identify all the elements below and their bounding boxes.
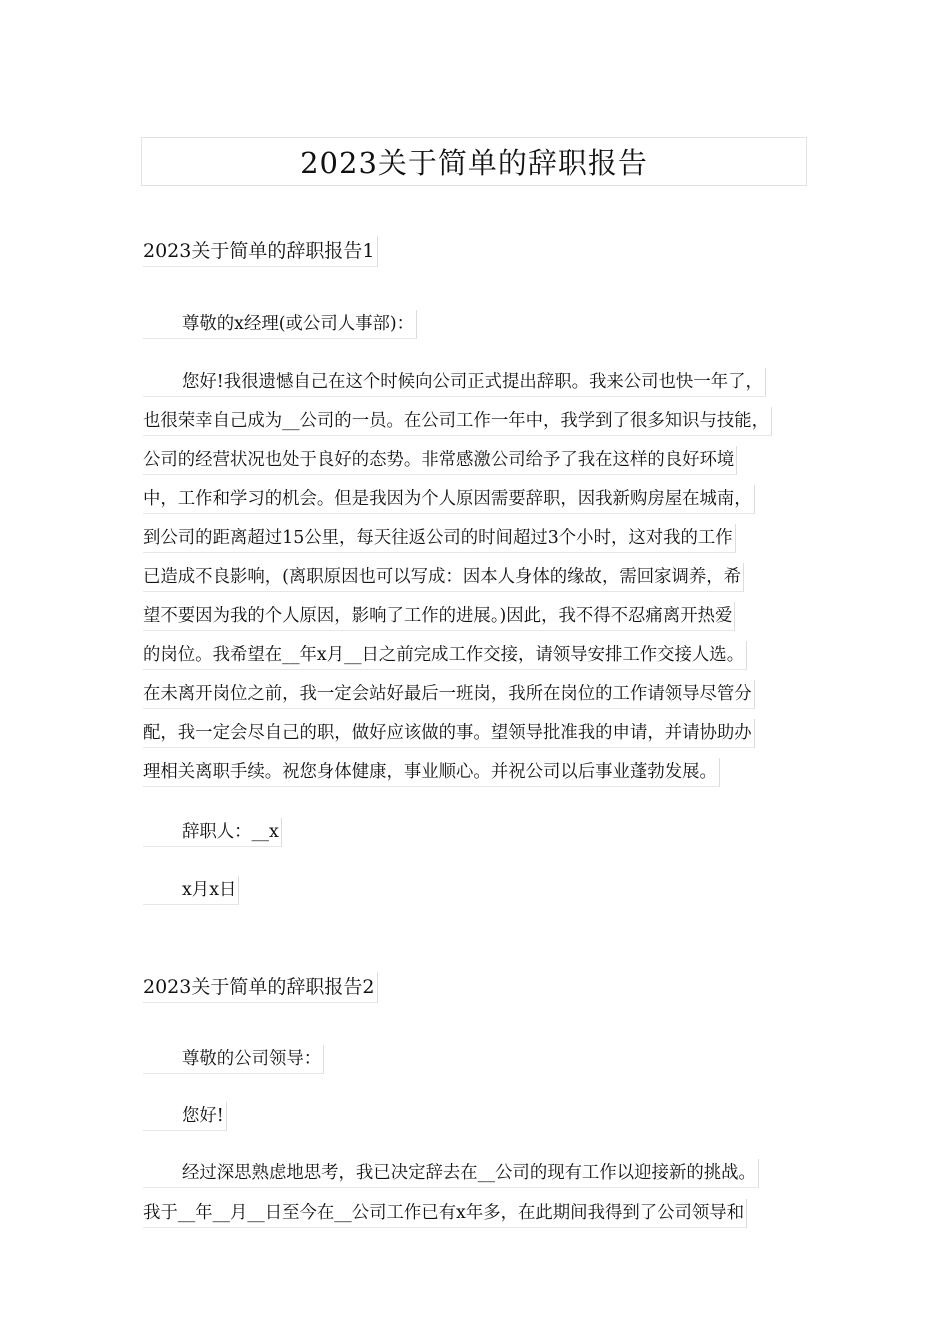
section-1-body-line: 在未离开岗位之前，我一定会站好最后一班岗，我所在岗位的工作请领导尽管分 (143, 680, 755, 709)
section-1-body-line: 到公司的距离超过15公里，每天往返公司的时间超过3个小时，这对我的工作 (143, 524, 736, 553)
section-1-signer: 辞职人：__x (143, 818, 282, 847)
document-title: 2023关于简单的辞职报告 (141, 137, 807, 186)
section-1-body-line: 已造成不良影响，(离职原因也可以写成：因本人身体的缘故，需回家调养，希 (143, 563, 744, 592)
section-2-greeting: 您好! (143, 1102, 227, 1131)
section-2-heading: 2023关于简单的辞职报告2 (143, 972, 378, 1003)
section-2-salutation: 尊敬的公司领导： (143, 1045, 324, 1074)
section-1-salutation: 尊敬的x经理(或公司人事部)： (143, 310, 417, 339)
section-1-body-line: 的岗位。我希望在__年x月__日之前完成工作交接，请领导安排工作交接人选。 (143, 641, 747, 670)
section-1-body-line: 理相关离职手续。祝您身体健康，事业顺心。并祝公司以后事业蓬勃发展。 (143, 758, 720, 787)
section-1-body-line: 配，我一定会尽自己的职，做好应该做的事。望领导批准我的申请，并请协助办 (143, 719, 755, 748)
section-2-body-line: 经过深思熟虑地思考，我已决定辞去在__公司的现有工作以迎接新的挑战。 (143, 1159, 759, 1188)
section-1-body-line: 望不要因为我的个人原因，影响了工作的进展。)因此，我不得不忍痛离开热爱 (143, 602, 735, 631)
section-1-heading: 2023关于简单的辞职报告1 (143, 236, 378, 267)
section-1-date: x月x日 (143, 876, 239, 905)
section-1-body-line: 公司的经营状况也处于良好的态势。非常感激公司给予了我在这样的良好环境 (143, 446, 737, 475)
section-1-body-line: 中，工作和学习的机会。但是我因为个人原因需要辞职，因我新购房屋在城南， (143, 485, 755, 514)
section-1-body-line: 您好!我很遗憾自己在这个时候向公司正式提出辞职。我来公司也快一年了， (143, 368, 766, 397)
section-2-body-line: 我于__年__月__日至今在__公司工作已有x年多，在此期间我得到了公司领导和 (143, 1199, 747, 1228)
section-1-body-line: 也很荣幸自己成为__公司的一员。在公司工作一年中，我学到了很多知识与技能， (143, 407, 772, 436)
